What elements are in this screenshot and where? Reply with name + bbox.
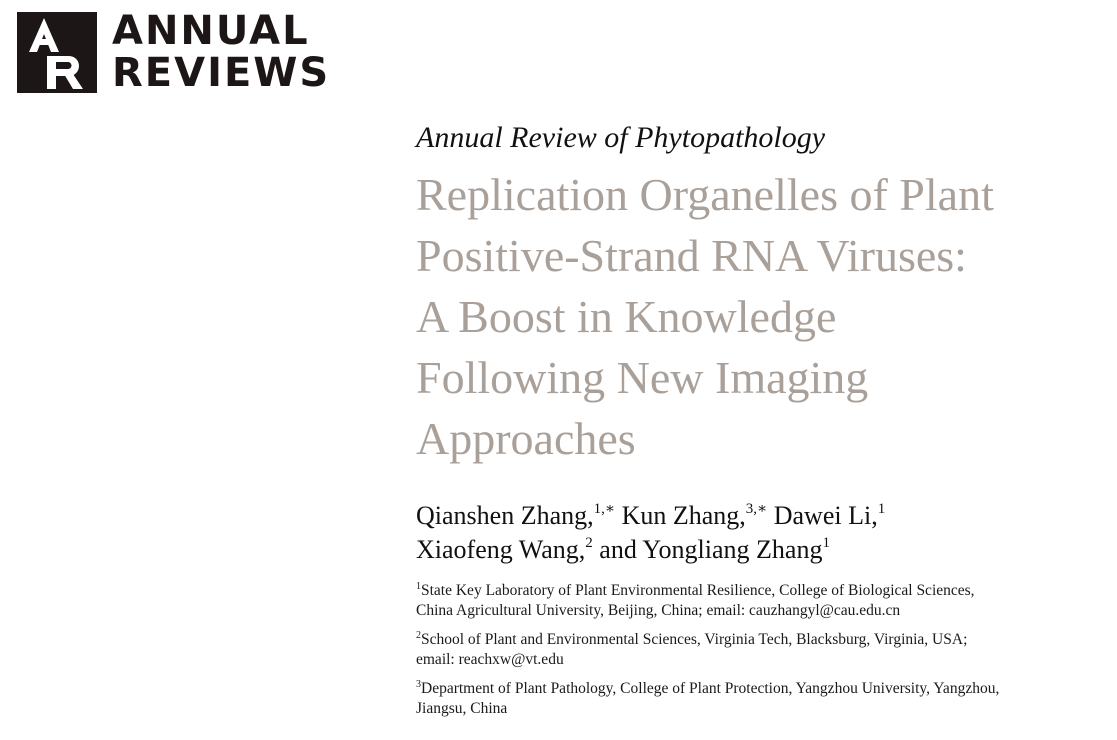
author-list bbox=[416, 499, 1106, 567]
affiliation-item bbox=[416, 630, 1106, 670]
author-name: Qianshen Zhang, bbox=[416, 501, 594, 530]
title-line: Following New Imaging bbox=[416, 352, 869, 403]
article-title bbox=[416, 164, 1106, 469]
title-line: Positive-Strand RNA Viruses: bbox=[416, 230, 967, 281]
author-affiliation-mark: 1 bbox=[877, 501, 886, 517]
author-name: and Yongliang Zhang bbox=[592, 535, 823, 564]
affiliation-number: 3 bbox=[416, 679, 421, 690]
journal-name: Annual Review of Phytopathology bbox=[416, 121, 826, 154]
affiliation-item bbox=[416, 581, 1106, 621]
ar-monogram-icon bbox=[17, 12, 97, 93]
affiliation-text: School of Plant and Environmental Sciences, Virginia Tech, Blacksburg, Virginia, USA; bbox=[421, 631, 968, 648]
author-affiliation-mark: 1,∗ bbox=[593, 501, 616, 517]
author-line bbox=[416, 533, 1106, 567]
title-line: A Boost in Knowledge bbox=[416, 291, 837, 342]
logo-wordmark bbox=[112, 10, 330, 94]
affiliation-item bbox=[416, 679, 1106, 719]
author-name: Dawei Li, bbox=[767, 501, 878, 530]
logo-word-reviews: REVIEWS bbox=[112, 50, 331, 96]
author-line bbox=[416, 499, 1106, 533]
author-affiliation-mark: 2 bbox=[585, 535, 593, 551]
affiliation-line bbox=[416, 581, 1106, 601]
affiliation-list bbox=[416, 581, 1106, 719]
affiliation-number: 1 bbox=[416, 581, 421, 592]
title-line: Approaches bbox=[416, 413, 636, 464]
affiliation-line bbox=[416, 630, 1106, 650]
author-affiliation-mark: 3,∗ bbox=[745, 501, 768, 517]
annual-reviews-logo bbox=[17, 8, 331, 96]
author-name: Kun Zhang, bbox=[615, 501, 746, 530]
affiliation-text: Department of Plant Pathology, College of Plant Protection, Yangzhou University, Yangzhou, bbox=[421, 680, 1000, 697]
affiliation-number: 2 bbox=[416, 630, 421, 641]
affiliation-line: email: reachxw@vt.edu bbox=[416, 651, 564, 668]
affiliation-line bbox=[416, 679, 1106, 699]
article-front-matter bbox=[416, 120, 1106, 728]
affiliation-text: State Key Laboratory of Plant Environmental Resilience, College of Biological Sciences, bbox=[421, 582, 975, 599]
affiliation-line: China Agricultural University, Beijing, China; email: cauzhangyl@cau.edu.cn bbox=[416, 602, 901, 619]
author-affiliation-mark: 1 bbox=[822, 535, 830, 551]
title-line: Replication Organelles of Plant bbox=[416, 169, 994, 220]
author-name: Xiaofeng Wang, bbox=[416, 535, 586, 564]
affiliation-line: Jiangsu, China bbox=[416, 700, 508, 717]
logo-word-annual: ANNUAL bbox=[112, 8, 310, 54]
